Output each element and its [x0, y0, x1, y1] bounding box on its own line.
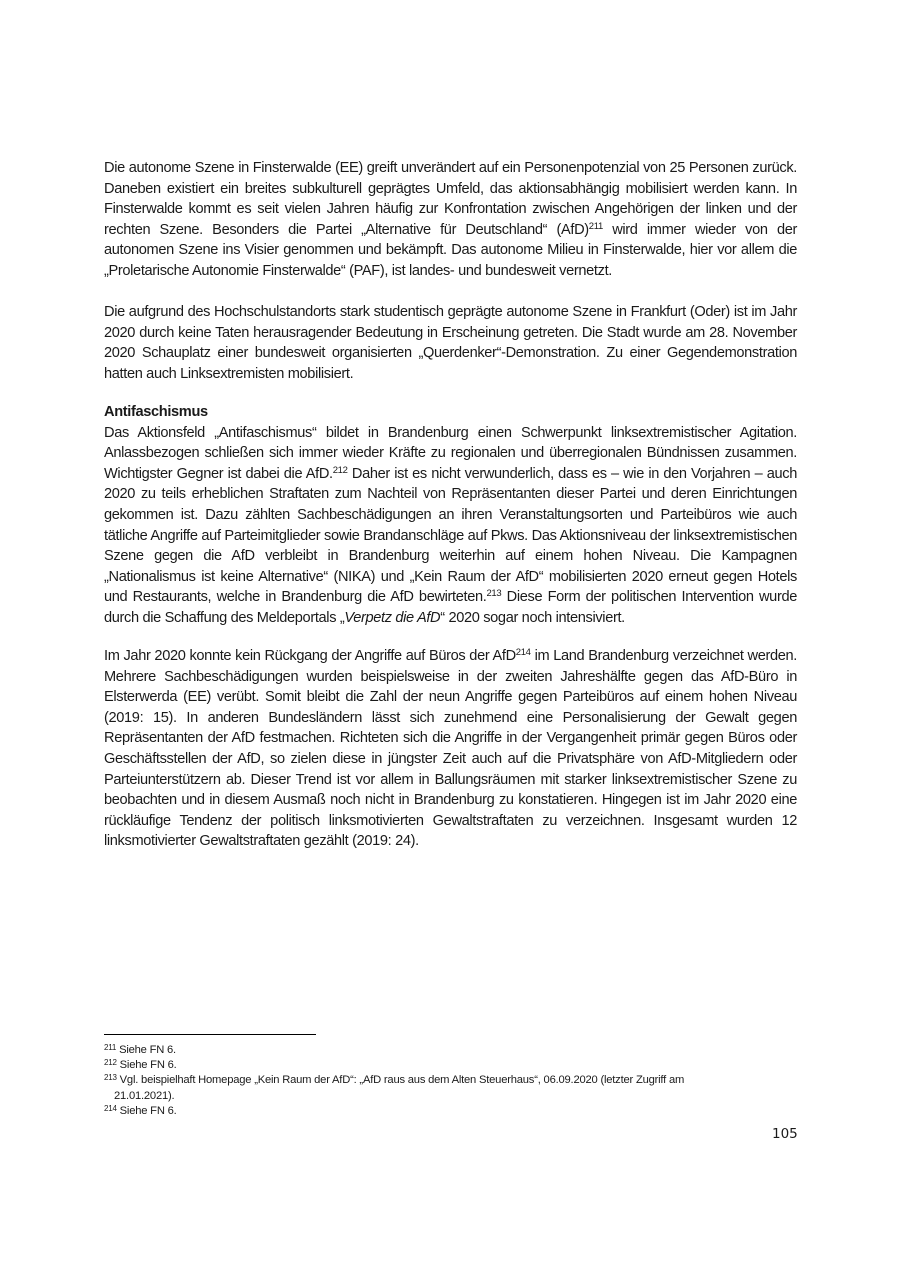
section-heading: Antifaschismus [104, 404, 208, 420]
page-number: 105 [772, 1126, 798, 1142]
paragraph-text: Die aufgrund des Hochschulstandorts stark studentisch geprägte autonome Szene in Frankfurt (Oder) ist im Jahr 2020 durch keine Taten herausragender Bedeutung in Erscheinung getreten. Die Stadt wurde am 28. November 2020 Schauplatz einer bundesweit organisierten „Querdenker“-Demonstration. Zu einer Gegendemonstration hatten auch Linksextremisten mobilisiert. [104, 304, 797, 382]
footnote-number: 212 [104, 1058, 117, 1068]
footnotes [104, 1043, 784, 1119]
footnote-text: Siehe FN 6. [116, 1044, 176, 1056]
footnote-text: Siehe FN 6. [116, 1104, 177, 1117]
footnote-ref-213[interactable]: 213 [486, 588, 502, 600]
footnote-213 [104, 1073, 784, 1088]
footnote-number: 213 [104, 1073, 117, 1083]
section-antifaschismus [104, 402, 797, 629]
footnote-211 [104, 1043, 784, 1058]
paragraph-text: “ 2020 sogar noch intensiviert. [440, 609, 625, 626]
paragraph-text: Die autonome Szene in Finsterwalde (EE) greift unverändert auf ein Personenpotenzial von 25 Personen zurück. Daneben existiert ein breites subkulturell geprägtes Umfeld, das aktionsabhängig mobilisiert werden kann. In Finsterwalde kommt es seit vielen Jahren häufig zur Konfrontation zwischen Angehörigen der linken und der rechten Szene. Besonders die Partei „Alternative für Deutschland“ (AfD) [104, 160, 797, 238]
footnote-ref-211[interactable]: 211 [588, 220, 603, 232]
paragraph-text: Diese Form der politischen Intervention wurde durch die Schaffung des Meldeportals „ [104, 589, 797, 626]
paragraph-afd-bueros [104, 646, 797, 852]
footnote-text: Vgl. beispielhaft Homepage „Kein Raum der AfD“: „AfD raus aus dem Alten Steuerhaus“, 06.09.2020 (letzter Zugriff am [116, 1074, 685, 1087]
portal-name-italic: Verpetz die AfD [344, 609, 441, 626]
paragraph-frankfurt-oder [104, 302, 797, 384]
footnote-ref-214[interactable]: 214 [515, 647, 531, 658]
footnote-212 [104, 1058, 784, 1073]
footnote-number: 211 [104, 1043, 117, 1052]
paragraph-finsterwalde [104, 158, 797, 282]
paragraph-text: Daher ist es nicht verwunderlich, dass es – wie in den Vorjahren – auch 2020 zu teils erheblichen Straftaten zum Nachteil von Repräsentanten dieser Partei und deren Einrichtungen gekommen ist. Dazu zählten Sachbeschädigungen an ihren Veranstaltungsorten und Parteibüros wie auch tätliche Angriffe auf Parteimitglieder sowie Brandanschläge auf Pkws. Das Aktionsniveau der linksextremistischen Szene gegen die AfD verbleibt in Brandenburg weiterhin auf einem hohen Niveau. Die Kampagnen „Nationalismus ist keine Alternative“ (NIKA) und „Kein Raum der AfD“ mobilisierten 2020 erneut gegen Hotels und Restaurants, welche in Brandenburg die AfD bewirteten. [104, 465, 797, 606]
footnote-ref-212[interactable]: 212 [332, 464, 348, 476]
footnote-separator [104, 1034, 316, 1035]
paragraph-text: wird immer wieder von der autonomen Szene ins Visier genommen und bekämpft. Das autonome Milieu in Finsterwalde, hier vor allem die „Proletarische Autonomie Finsterwalde“ (PAF), ist landes- und bundesweit vernetzt. [104, 221, 797, 279]
footnote-214 [104, 1104, 784, 1119]
paragraph-text: im Land Brandenburg verzeichnet werden. Mehrere Sachbeschädigungen wurden beispielsweise in der zweiten Jahreshälfte gegen das AfD-Büro in Elsterwerda (EE) verübt. Somit bleibt die Zahl der neun Angriffe gegen Parteibüros auf einem hohen Niveau (2019: 15). In anderen Bundesländern lässt sich zunehmend eine Personalisierung der Gewalt gegen Repräsentanten der AfD festmachen. Richteten sich die Angriffe in der Vergangenheit primär gegen Büros oder Geschäftsstellen der AfD, so zielen diese in jüngster Zeit auch auf die Privatsphäre von AfD-Mitgliedern oder Parteiunterstützern ab. Dieser Trend ist vor allem in Ballungsräumen mit starker linksextremistischer Szene zu beobachten und in diesem Ausmaß noch nicht in Brandenburg zu konstatieren. Hingegen ist im Jahr 2020 eine rückläufige Tendenz der politisch linksmotivierten Gewaltstraftaten zu verzeichnen. Insgesamt wurden 12 linksmotivierter Gewaltstraftaten gezählt (2019: 24). [104, 648, 797, 850]
footnote-number: 214 [104, 1103, 117, 1113]
footnote-text: Siehe FN 6. [116, 1059, 177, 1072]
paragraph-text: Im Jahr 2020 konnte kein Rückgang der Angriffe auf Büros der AfD [104, 648, 516, 664]
footnote-213-continuation: 21.01.2021). [114, 1089, 175, 1102]
paragraph-text: Das Aktionsfeld „Antifaschismus“ bildet in Brandenburg einen Schwerpunkt linksextremistischer Agitation. Anlassbezogen schließen sich immer wieder Kräfte zu regionalen und überregionalen Bündnissen zusammen. Wichtigster Gegner ist dabei die AfD. [104, 424, 797, 482]
